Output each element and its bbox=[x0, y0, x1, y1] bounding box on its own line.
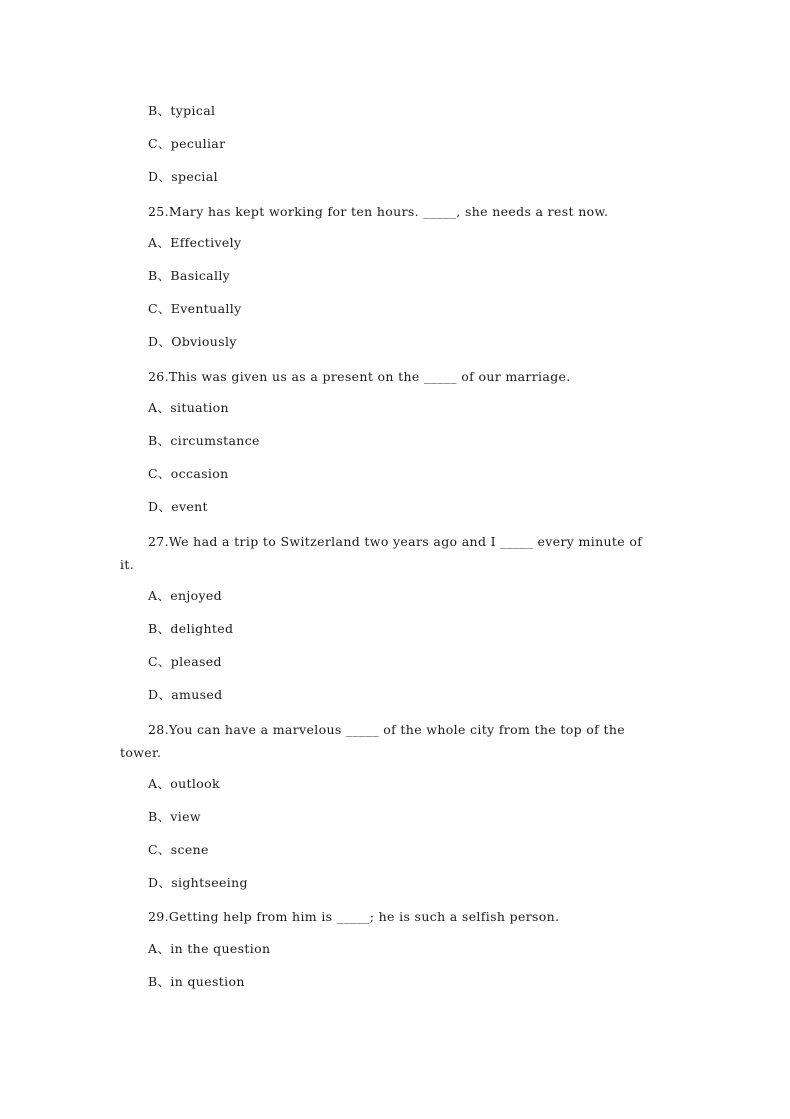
option-26-c: C、occasion bbox=[148, 466, 229, 481]
question-27: 27.We had a trip to Switzerland two years ago and I _____ every minute of bbox=[148, 534, 643, 549]
option-28-a: A、outlook bbox=[148, 776, 220, 791]
option-28-b: B、view bbox=[148, 809, 201, 824]
option-27-c: C、pleased bbox=[148, 654, 222, 669]
option-25-a: A、Effectively bbox=[148, 235, 242, 250]
question-29: 29.Getting help from him is _____; he is such a selfish person. bbox=[148, 909, 560, 924]
option-29-a: A、in the question bbox=[148, 941, 271, 956]
option-25-c: C、Eventually bbox=[148, 301, 242, 316]
option-26-a: A、situation bbox=[148, 400, 229, 415]
option-27-d: D、amused bbox=[148, 687, 223, 702]
question-25: 25.Mary has kept working for ten hours. _____, she needs a rest now. bbox=[148, 204, 609, 219]
question-27-continued: it. bbox=[120, 557, 135, 572]
option-25-b: B、Basically bbox=[148, 268, 231, 283]
option-28-c: C、scene bbox=[148, 842, 209, 857]
question-28: 28.You can have a marvelous _____ of the whole city from the top of the bbox=[148, 722, 625, 737]
option-24-c: C、peculiar bbox=[148, 136, 226, 151]
option-29-b: B、in question bbox=[148, 974, 245, 989]
option-28-d: D、sightseeing bbox=[148, 875, 248, 890]
option-27-b: B、delighted bbox=[148, 621, 234, 636]
option-24-b: B、typical bbox=[148, 103, 216, 118]
option-25-d: D、Obviously bbox=[148, 334, 237, 349]
option-24-d: D、special bbox=[148, 169, 218, 184]
option-26-d: D、event bbox=[148, 499, 208, 514]
option-27-a: A、enjoyed bbox=[148, 588, 222, 603]
option-26-b: B、circumstance bbox=[148, 433, 260, 448]
question-28-continued: tower. bbox=[120, 745, 162, 760]
question-26: 26.This was given us as a present on the _____ of our marriage. bbox=[148, 369, 571, 384]
